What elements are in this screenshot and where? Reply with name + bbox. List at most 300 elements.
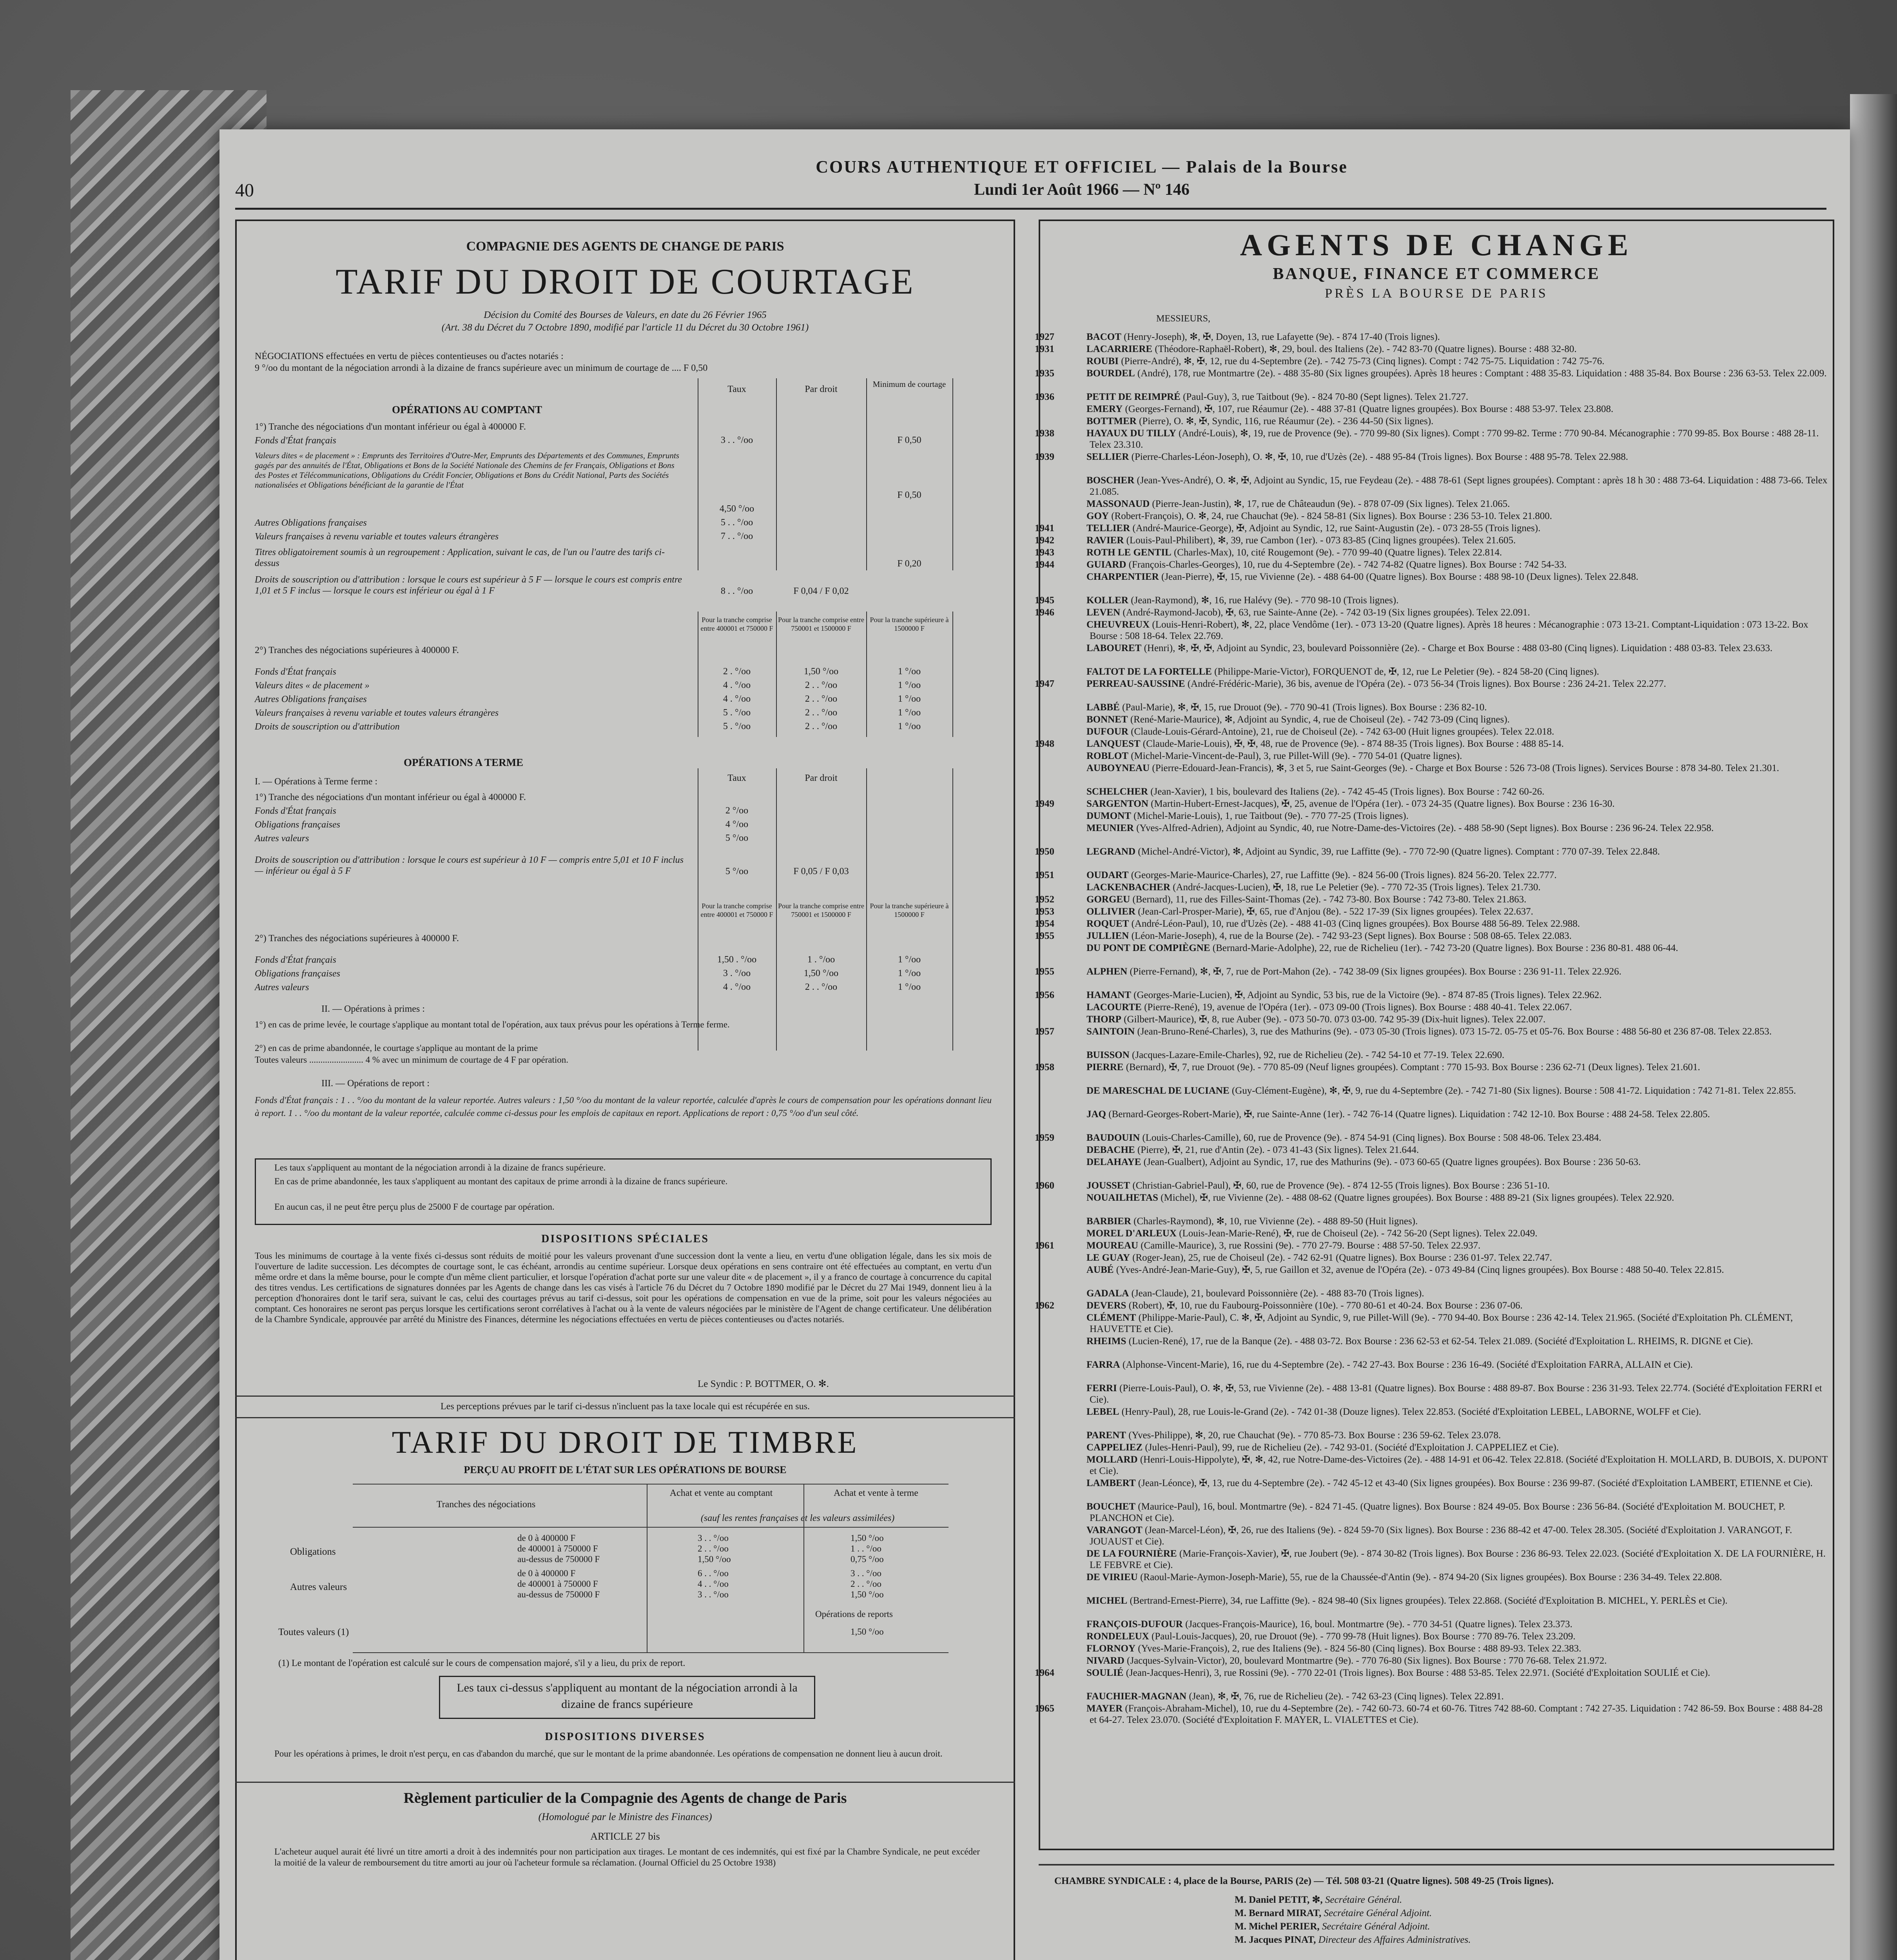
agent-name: RONDELEUX: [1086, 1631, 1149, 1642]
agent-details: (Michel-André-Victor), ✻, Adjoint au Syndic, 39, rue Laffitte (9e). - 770 72-90 (Quatre lignes). Comptant : 770 07-39. Telex 22.848.: [1135, 846, 1660, 857]
agent-entry: [1035, 918, 1830, 929]
tranche2-c: 1 °/oo: [898, 666, 921, 677]
agent-entry: [1035, 930, 1830, 942]
agent-entry: [1035, 738, 1830, 750]
agent-entry: [1035, 1240, 1830, 1251]
agent-entry: [1062, 642, 1830, 654]
agent-name: BONNET: [1086, 714, 1128, 725]
terme-c: 1 °/oo: [898, 982, 921, 992]
terme-taux: 5 °/oo: [725, 866, 749, 877]
report-title: III. — Opérations de report :: [321, 1078, 430, 1089]
section-rule: [235, 1782, 1015, 1783]
terme-row: Droits de souscription ou d'attribution : lorsque le cours est supérieur à 10 F — compris entre 5,01 et 10 F inclus — inférieur ou égal à 5 F: [255, 855, 684, 876]
agent-year: 1961: [1035, 1240, 1054, 1251]
agent-name: GUIARD: [1086, 559, 1126, 570]
agent-name: BACOT: [1086, 332, 1121, 342]
col-par-droit: Par droit: [805, 773, 838, 783]
timbre-header: Tranches des négociations: [436, 1499, 536, 1510]
agent-details: (Pierre-Edouard-Jean-Francis), ✻, 3 et 5, rue Saint-Georges (9e). - Charge et Box Bourse : 526 73-08 (Trois lignes). Services Bourse : 878 34-80. Telex 21.301.: [1150, 763, 1779, 773]
agent-name: JULLIEN: [1086, 931, 1129, 941]
agent-name: KOLLER: [1086, 595, 1128, 606]
agent-entry: [1062, 510, 1830, 522]
agent-entry: [1062, 1548, 1830, 1571]
terme-a: 3 . °/oo: [723, 968, 751, 978]
agent-name: BOURDEL: [1086, 368, 1135, 379]
messieurs: MESSIEURS,: [1156, 314, 1211, 324]
terme-par-droit: F 0,05 / F 0,03: [793, 866, 849, 877]
table-rule: [353, 1484, 948, 1485]
agent-details: (Yves-Marie-François), 2, rue des Italiens (9e). - 824 56-80 (Cinq lignes). Box Bourse : 488 89-93. Telex 22.383.: [1135, 1643, 1581, 1654]
agent-entry: [1062, 750, 1830, 762]
agent-name: FERRI: [1086, 1383, 1117, 1394]
tranche2-row: Valeurs dites « de placement »: [255, 681, 370, 691]
timbre-value: 1,50 °/oo: [851, 1533, 884, 1543]
agent-entry: [1062, 571, 1830, 583]
tranche2-a: 4 . °/oo: [723, 694, 751, 704]
agent-details: (Paul-Marie), ✻, ✠, 15, rue Drouot (9e). - 770 90-41 (Trois lignes). Box Bourse : 236 82-10.: [1119, 702, 1487, 713]
tarif-courtage-title: TARIF DU DROIT DE COURTAGE: [336, 261, 915, 301]
section-rule: [1039, 1864, 1834, 1866]
terme-tranche2-row: Fonds d'État français: [255, 955, 336, 965]
agent-year: 1965: [1035, 1703, 1054, 1714]
agent-name: LACKENBACHER: [1086, 882, 1170, 893]
agent-name: RHEIMS: [1086, 1336, 1126, 1347]
agent-year: 1935: [1035, 368, 1054, 379]
agent-year: 1957: [1035, 1026, 1054, 1037]
agent-entry: [1062, 1252, 1830, 1263]
agent-year: 1950: [1035, 846, 1054, 857]
agent-name: MOUREAU: [1086, 1240, 1138, 1251]
speciales-text: Tous les minimums de courtage à la vente fixés ci-dessus sont réduits de moitié pour les valeurs provenant d'une succession dont la vente a lieu, en vertu d'une obligation légale, dans les six mois de l'ouverture de ladite succession. Les décomptes de courtage sont, le cas échéant, arrondis au centime supérieur. Lorsque deux opérations en sens contraire ont été effectuées au comptant, en vertu d'un même ordre et dans la même bourse, pour le compte d'un même client particulier, et lorsque l'opération d'achat porte sur une valeur dite « de placement », il y a franco de courtage à concurrence du capital des titres vendus. Les certifications de signatures données par les Agents de change dans les cas visés à l'article 76 du Décret du 7 Octobre 1890 modifié par le Décret du 27 Mai 1949, donnent lieu à la perception d'honoraires dont le tarif sera, suivant le cas, celui des courtages prévus au tarif ci-dessus, soit pour les opérations de compensation en vue de la prime, soit pour les valeurs négociées au comptant. Ces honoraires ne seront pas perçus lorsque les certifications seront corrélatives à l'achat ou à la vente de valeurs négociées par le ministère de l'Agent de change certificateur. Une délibération de la Chambre Syndicale, approuvée par arrêté du Ministre des Finances, détermine les négociations effectuées en vertu de pièces contentieuses ou d'actes notariés.: [255, 1251, 992, 1324]
negociations-detail: 9 °/oo du montant de la négociation arrondi à la dizaine de francs supérieure avec un minimum de courtage de .... F 0,50: [255, 363, 708, 373]
agent-name: LE GUAY: [1086, 1252, 1130, 1263]
agent-entry: [1062, 1572, 1830, 1583]
agent-name: JOUSSET: [1086, 1180, 1130, 1191]
agent-entry: [1062, 416, 1830, 427]
agent-entry: [1062, 822, 1830, 834]
agent-details: (Christian-Gabriel-Paul), ✠, 60, rue de Provence (9e). - 874 12-55 (Trois lignes). Box Bourse : 236 51-10.: [1130, 1180, 1550, 1191]
agent-name: GADALA: [1086, 1288, 1129, 1299]
timbre-value: 3 . . °/oo: [851, 1568, 881, 1578]
newspaper-page: [219, 129, 1850, 1960]
tranche2-b: 1,50 °/oo: [803, 666, 839, 677]
agent-entry: [1035, 607, 1830, 618]
tranche2-c: 1 °/oo: [898, 680, 921, 690]
comptant-min: F 0,50: [897, 435, 921, 445]
agent-name: NOUAILHETAS: [1086, 1192, 1158, 1203]
agent-details: (Pierre-Louis-Paul), O. ✻, ✠, 53, rue Vivienne (2e). - 488 13-81 (Quatre lignes). Box Bourse : 488 89-87. Box Bourse : 236 31-93. Telex 22.774. (Société d'Exploitation FERRI et Cie).: [1090, 1383, 1822, 1405]
agent-entry: [1035, 678, 1830, 690]
timbre-tranche-item: de 0 à 400000 F: [517, 1533, 576, 1543]
agent-details: (Jean-Claude), 21, boulevard Poissonnière (2e). - 488 83-70 (Trois lignes).: [1129, 1288, 1424, 1299]
comptant-row: Valeurs dites « de placement » : Emprunts des Territoires d'Outre-Mer, Emprunts des Départements et des Communes, Emprunts gagés par des annuités de l'État, Obligations et Bons de la Société Nationale des Chemins de fer Français, Obligations et Bons des Postes et Télécommunications, Obligations du Crédit Foncier, Obligations et Bons du Crédit National, Parts des Sociétés nationalisées et Obligations bénéficiant de la garantie de l'État: [255, 451, 679, 490]
agent-name: DE VIRIEU: [1086, 1572, 1138, 1583]
agent-details: (Claude-Louis-Gérard-Antoine), 21, rue de Choiseul (2e). - 742 63-00 (Huit lignes groupées). Telex 22.018.: [1128, 726, 1554, 737]
agent-details: (Michel-Marie-Louis), 1, rue Taitbout (9e). - 770 77-25 (Trois lignes).: [1131, 811, 1409, 821]
agent-details: (Guy-Clément-Eugène), ✻, ✠, 9, rue du 4-Septembre (2e). - 742 71-80 (Six lignes). Bourse : 508 41-72. Liquidation : 742 71-81. Telex 22.855.: [1229, 1085, 1796, 1096]
table-rule: [803, 1484, 804, 1652]
agent-entry: [1062, 1049, 1830, 1061]
timbre-reports-label: Opérations de reports: [815, 1609, 893, 1619]
timbre-note: (sauf les rentes françaises et les valeurs assimilées): [700, 1513, 895, 1523]
agent-entry: [1062, 1014, 1830, 1025]
primes-3: Toutes valeurs ........................ 4 % avec un minimum de courtage de 4 F par opération.: [255, 1055, 569, 1065]
agent-name: CHEUVREUX: [1086, 619, 1150, 630]
agent-name: CLÉMENT: [1086, 1312, 1136, 1323]
agent-year: 1941: [1035, 523, 1054, 534]
agent-year: 1927: [1035, 332, 1054, 342]
agent-details: (Yves-Philippe), ✻, 20, rue Chauchat (9e). - 770 85-73. Box Bourse : 236 59-62. Telex 23.078.: [1126, 1430, 1501, 1441]
terme-c: 1 °/oo: [898, 955, 921, 965]
comptant-taux: 5 . . °/oo: [720, 517, 753, 528]
agent-name: DU PONT DE COMPIÈGNE: [1086, 943, 1210, 953]
agent-entry: [1035, 391, 1830, 403]
tranche2-c: 1 °/oo: [898, 721, 921, 731]
primes-title: II. — Opérations à primes :: [321, 1004, 425, 1014]
terme-c: 1 °/oo: [898, 968, 921, 978]
agent-year: 1954: [1035, 918, 1054, 929]
agent-details: (Raoul-Marie-Aymon-Joseph-Marie), 55, rue de la Chaussée-d'Antin (9e). - 874 94-20 (Six lignes groupées). Box Bourse : 236 34-49. Telex 22.808.: [1137, 1572, 1722, 1583]
agent-year: 1953: [1035, 906, 1054, 917]
agent-year: 1956: [1035, 990, 1054, 1000]
chambre-staff: [1235, 1893, 1471, 1947]
agent-entry: [1062, 1442, 1830, 1453]
agent-details: (Michel-Marie-Vincent-de-Paul), 3, rue Pillet-Will (9e). - 770 54-01 (Quatre lignes).: [1128, 751, 1462, 761]
agent-entry: [1062, 1477, 1830, 1489]
agent-name: ROQUET: [1086, 918, 1129, 929]
agent-details: (Jean-Bruno-René-Charles), 3, rue des Mathurins (9e). - 073 05-30 (Trois lignes). 073 15-72. 05-75 et 05-76. Box Bourse : 488 56-80 et 236 87-08. Telex 22.853.: [1135, 1026, 1772, 1037]
agent-name: MOLLARD: [1086, 1454, 1138, 1465]
timbre-value: 2 . . °/oo: [698, 1544, 729, 1553]
terme-tranche2-label: 2°) Tranches des négociations supérieures à 400000 F.: [255, 933, 459, 944]
section-rule: [235, 1417, 1015, 1418]
agent-name: LEVEN: [1086, 607, 1121, 618]
agent-name: SCHELCHER: [1086, 786, 1148, 797]
timbre-header: Achat et vente au comptant: [669, 1488, 773, 1498]
agent-name: MICHEL: [1086, 1595, 1128, 1606]
agent-details: (Jean-Carl-Prosper-Marie), ✠, 65, rue d'Anjou (8e). - 522 17-39 (Six lignes groupées). Telex 22.637.: [1135, 906, 1533, 917]
tarif-column: [235, 220, 1015, 1960]
agent-name: MASSONAUD: [1086, 499, 1150, 509]
tranche2-c: 1 °/oo: [898, 708, 921, 718]
timbre-terme: [851, 1568, 884, 1600]
agent-name: HAYAUX DU TILLY: [1086, 428, 1176, 439]
agent-year: 1943: [1035, 547, 1054, 558]
agent-year: 1938: [1035, 428, 1054, 439]
agent-entry: [1035, 1300, 1830, 1311]
terme-taux: 4 °/oo: [725, 819, 749, 829]
terme-a: 1,50 . °/oo: [717, 955, 757, 965]
agent-details: (Pierre-Fernand), ✻, ✠, 7, rue de Port-Mahon (2e). - 742 38-09 (Six lignes groupées). Box Bourse : 236 91-11. Telex 22.926.: [1127, 966, 1621, 977]
agent-entry: [1035, 1180, 1830, 1191]
comptant-title: OPÉRATIONS AU COMPTANT: [392, 404, 542, 416]
table-rule: [353, 1652, 948, 1653]
agent-entry: [1035, 368, 1830, 379]
table-rule: [866, 612, 867, 737]
agents-subtitle-2: PRÈS LA BOURSE DE PARIS: [1325, 286, 1548, 301]
agent-entry: [1062, 714, 1830, 725]
agent-year: 1942: [1035, 535, 1054, 546]
agent-name: DEBACHE: [1086, 1145, 1135, 1155]
comptant-taux: 7 . . °/oo: [720, 531, 753, 541]
agent-name: OUDART: [1086, 870, 1129, 880]
agent-entry: [1035, 559, 1830, 570]
agent-details: (Paul-Louis-Jacques), 20, rue Drouot (9e). - 770 99-78 (Huit lignes). Box Bourse : 770 89-76. Telex 23.209.: [1149, 1631, 1576, 1642]
timbre-value: 3 . . °/oo: [698, 1590, 729, 1599]
tranche2-b: 2 . . °/oo: [805, 708, 838, 718]
agent-name: VARANGOT: [1086, 1525, 1143, 1535]
agent-entry: [1062, 786, 1830, 797]
agent-entry: [1035, 1062, 1830, 1073]
timbre-terme: [851, 1533, 884, 1564]
agent-entry: [1035, 1132, 1830, 1143]
timbre-tranche-item: au-dessus de 750000 F: [517, 1554, 600, 1564]
agent-name: SAINTOIN: [1086, 1026, 1135, 1037]
decision-line-1: Décision du Comité des Bourses de Valeurs, en date du 26 Février 1965: [484, 310, 767, 320]
agent-details: (Théodore-Raphaël-Robert), ✻, 29, boul. des Italiens (2e). - 742 83-70 (Quatre lignes). Bourse : 488 32-80.: [1152, 344, 1577, 354]
agent-details: (Pierre-André), ✻, ✠, 12, rue du 4-Septembre (2e). - 742 75-73 (Cinq lignes). Compt : 742 75-75. Liquidation : 742 75-76.: [1118, 356, 1605, 367]
agent-name: HAMANT: [1086, 990, 1131, 1000]
tranche2-a: 2 . °/oo: [723, 666, 751, 677]
agent-entry: [1062, 666, 1830, 677]
comptant-row: Fonds d'État français: [255, 436, 336, 446]
agent-entry: [1035, 428, 1830, 450]
agent-details: (Pierre-Charles-Léon-Joseph), O. ✻, ✠, 10, rue d'Uzès (2e). - 488 95-84 (Trois lignes). Box Bourse : 488 95-78. Telex 22.988.: [1129, 452, 1628, 462]
terme-sub1: I. — Opérations à Terme ferme :: [255, 777, 378, 787]
agent-details: (André-Raymond-Jacob), ✠, 63, rue Sainte-Anne (2e). - 742 03-19 (Six lignes groupées). Telex 22.091.: [1120, 607, 1530, 618]
tranche2-a: 5 . °/oo: [723, 708, 751, 718]
agent-entry: [1062, 942, 1830, 954]
diverses-text: Pour les opérations à primes, le droit n'est perçu, en cas d'abandon du marché, que sur le montant de la prime abandonnée. Les opérations de compensation ne donnent lieu à aucun droit.: [274, 1749, 943, 1759]
boxed-note-1: Les taux s'appliquent au montant de la négociation arrondi à la dizaine de francs supérieure.: [274, 1163, 606, 1172]
timbre-toutes: Toutes valeurs (1): [278, 1627, 349, 1637]
tranche-header: Pour la tranche supérieure à 1500000 F: [870, 616, 949, 632]
agent-entry: [1035, 894, 1830, 905]
agent-details: (Jean-Yves-André), O. ✻, ✠, Adjoint au Syndic, 15, rue Feydeau (2e). - 488 78-61 (Sept lignes groupées). Comptant : après 18 h 30 : 488 73-64. Liquidation : 488 73-66. Telex 21.085.: [1090, 475, 1828, 497]
timbre-row-label: Autres valeurs: [290, 1582, 347, 1592]
agent-entry: [1035, 869, 1830, 881]
terme-taux: 5 °/oo: [725, 833, 749, 843]
header-rule: [235, 208, 1826, 210]
article-title: ARTICLE 27 bis: [590, 1831, 660, 1842]
terme-row: Obligations françaises: [255, 820, 341, 830]
terme-b: 1 . °/oo: [807, 955, 835, 965]
agent-entry: [1035, 451, 1830, 463]
agent-details: (François-Abraham-Michel), 10, rue du 4-Septembre (2e). - 742 60-73. 60-74 et 60-76. Titres 742 88-60. Comptant : 742 27-35. Liquidation : 742 86-59. Box Bourse : 488 84-28 et 64-27. Telex 23.070. (Société d'Exploitation F. MAYER, L. VIALETTES et Cie).: [1090, 1703, 1823, 1725]
agent-name: OLLIVIER: [1086, 906, 1136, 917]
table-rule: [353, 1527, 948, 1528]
timbre-subtitle: PERÇU AU PROFIT DE L'ÉTAT SUR LES OPÉRATIONS DE BOURSE: [464, 1464, 787, 1475]
agent-entry: [1035, 989, 1830, 1001]
company-name: COMPAGNIE DES AGENTS DE CHANGE DE PARIS: [466, 239, 784, 254]
agent-entry: [1035, 1667, 1830, 1679]
table-rule: [952, 378, 953, 570]
agent-name: ROUBI: [1086, 356, 1119, 367]
tranche-header: Pour la tranche supérieure à 1500000 F: [870, 902, 949, 918]
agent-details: (Philippe-Marie-Victor), FORQUENOT de, ✠, 12, rue Le Peletier (9e). - 824 58-20 (Cinq lignes).: [1211, 666, 1600, 677]
timbre-header: Achat et vente à terme: [834, 1488, 918, 1498]
agent-details: (André), 178, rue Montmartre (2e). - 488 35-80 (Six lignes groupées). Après 18 heures : Comptant : 488 35-83. Liquidation : 488 35-84. Box Bourse : 236 63-53. Telex 22.009.: [1135, 368, 1827, 379]
agent-entry: [1062, 810, 1830, 822]
tranche2-label: 2°) Tranches des négociations supérieures à 400000 F.: [255, 645, 459, 655]
agent-details: (Jacques-François-Maurice), 16, boul. Montmartre (9e). - 770 34-51 (Quatre lignes). Telex 23.373.: [1182, 1619, 1572, 1630]
agent-name: ALPHEN: [1086, 966, 1128, 977]
agent-details: (Paul-Guy), 3, rue Taitbout (9e). - 824 70-80 (Sept lignes). Telex 21.727.: [1180, 392, 1469, 402]
agent-entry: [1035, 547, 1830, 558]
timbre-comptant: [698, 1568, 729, 1600]
agent-entry: [1062, 726, 1830, 737]
staff-name: M. Michel PERIER,: [1235, 1921, 1320, 1932]
tranche2-b: 2 . . °/oo: [805, 721, 838, 731]
agent-details: (Camille-Maurice), 3, rue Rossini (9e). - 770 27-79. Bourse : 488 57-50. Telex 22.937.: [1138, 1240, 1481, 1251]
reglement-title: Règlement particulier de la Compagnie des Agents de change de Paris: [403, 1790, 847, 1806]
agent-entry: [1035, 331, 1830, 343]
terme-a: 4 . °/oo: [723, 982, 751, 992]
agent-details: (Jacques-Sylvain-Victor), 20, boulevard Montmartre (9e). - 770 76-80 (Six lignes). Box Bourse : 770 76-68. Telex 21.972.: [1124, 1655, 1607, 1666]
agent-name: LABBÉ: [1086, 702, 1120, 713]
comptant-par-droit: F 0,04 / F 0,02: [793, 586, 849, 596]
agent-details: (Pierre), ✠, 21, rue d'Antin (2e). - 073 41-43 (Six lignes). Telex 21.644.: [1135, 1145, 1419, 1155]
agent-entry: [1062, 1192, 1830, 1203]
agent-year: 1931: [1035, 344, 1054, 354]
tranche2-row: Valeurs françaises à revenu variable et toutes valeurs étrangères: [255, 708, 499, 718]
agent-entry: [1062, 1359, 1830, 1370]
tranche-header: Pour la tranche comprise entre 750001 et 1500000 F: [778, 616, 864, 632]
agent-name: LEGRAND: [1086, 846, 1136, 857]
agent-year: 1955: [1035, 931, 1054, 941]
terme-row: Autres valeurs: [255, 833, 309, 844]
agent-details: (André-Jacques-Lucien), ✠, 18, rue Le Peletier (9e). - 770 72-35 (Trois lignes). Telex 21.730.: [1170, 882, 1541, 893]
timbre-toutes-value: 1,50 °/oo: [851, 1627, 884, 1637]
agent-details: (Henri-Louis-Hippolyte), ✠, ✻, 42, rue Notre-Dame-des-Victoires (2e). - 488 14-91 et 06-42. Telex 22.818. (Société d'Exploitation H. MOLLARD, B. DUBOIS, X. DUPONT et Cie).: [1090, 1454, 1828, 1476]
timbre-comptant: [698, 1533, 731, 1564]
agent-details: (Bernard-Georges-Robert-Marie), ✠, rue Sainte-Anne (1er). - 742 76-14 (Quatre lignes). Liquidation : 742 12-10. Box Bourse : 488 24-58. Telex 22.805.: [1106, 1109, 1710, 1120]
agent-details: (Robert), ✠, 10, rue du Faubourg-Poissonnière (10e). - 770 80-61 et 40-24. Box Bourse : 236 07-06.: [1126, 1300, 1523, 1311]
syndic-signature: Le Syndic : P. BOTTMER, O. ✻.: [698, 1379, 829, 1389]
agent-details: (Jean-Léonce), ✠, 13, rue du 4-Septembre (2e). - 742 45-12 et 43-40 (Six lignes groupées). Box Bourse : 236 99-87. (Société d'Exploitation LAMBERT, ETIENNE et Cie).: [1135, 1478, 1813, 1488]
table-rule: [952, 612, 953, 737]
agents-column: [1035, 220, 1834, 1960]
agent-name: LACOURTE: [1086, 1002, 1142, 1013]
timbre-value: 4 . . °/oo: [698, 1579, 729, 1589]
agent-details: (Michel), ✠, rue Vivienne (2e). - 488 08-62 (Quatre lignes groupées). Box Bourse : 488 89-21 (Six lignes groupées). Telex 22.920.: [1158, 1192, 1674, 1203]
agent-name: DE LA FOURNIÈRE: [1086, 1548, 1177, 1559]
timbre-tranche-item: au-dessus de 750000 F: [517, 1590, 600, 1599]
timbre-value: 2 . . °/oo: [851, 1579, 881, 1589]
decision-line-2: (Art. 38 du Décret du 7 Octobre 1890, modifié par l'article 11 du Décret du 30 Octobre 1961): [441, 322, 809, 333]
agent-details: (Jean), ✻, ✠, 76, rue de Richelieu (2e). - 742 63-23 (Cinq lignes). Telex 22.891.: [1186, 1691, 1504, 1702]
agent-entry: [1062, 1501, 1830, 1524]
comptant-row: Titres obligatoirement soumis à un regroupement : Application, suivant le cas, de l'un ou l'autre des tarifs ci-dessus: [255, 547, 665, 568]
agent-name: PERREAU-SAUSSINE: [1086, 679, 1185, 689]
agent-entry: [1062, 1430, 1830, 1441]
agents-title: AGENTS DE CHANGE: [1240, 228, 1633, 262]
terme-row: 1°) Tranche des négociations d'un montant inférieur ou égal à 400000 F.: [255, 792, 526, 802]
agent-entry: [1062, 1312, 1830, 1335]
agent-entry: [1062, 356, 1830, 367]
agent-entry: [1062, 403, 1830, 415]
agent-entry: [1062, 1383, 1830, 1405]
agent-details: (Louis-Paul-Philibert), ✻, 39, rue Cambon (1er). - 073 83-85 (Cinq lignes groupées). Telex 21.605.: [1124, 535, 1516, 546]
agent-entry: [1062, 1109, 1830, 1120]
agent-name: BOUCHET: [1086, 1501, 1136, 1512]
agent-details: (Marie-François-Xavier), ✠, rue Joubert (9e). - 874 30-82 (Trois lignes). Box Bourse : 236 86-93. Telex 22.023. (Société d'Exploitation X. DE LA FOURNIÈRE, H. LE FEBVRE et Cie).: [1090, 1548, 1826, 1570]
agent-name: LACARRIERE: [1086, 344, 1153, 354]
agent-name: FAUCHIER-MAGNAN: [1086, 1691, 1187, 1702]
agent-name: BAUDOUIN: [1086, 1132, 1140, 1143]
agent-name: BOTTMER: [1086, 416, 1137, 426]
staff-name: M. Bernard MIRAT,: [1235, 1908, 1322, 1918]
agent-name: SARGENTON: [1086, 799, 1148, 809]
agent-name: AUBÉ: [1086, 1265, 1114, 1275]
tranche2-a: 5 . °/oo: [723, 721, 751, 731]
agent-year: 1951: [1035, 870, 1054, 880]
agent-name: DUFOUR: [1086, 726, 1128, 737]
agent-details: (Jean-Pierre), ✠, 15, rue Vivienne (2e). - 488 64-00 (Quatre lignes). Box Bourse : 488 98-10 (Deux lignes). Telex 22.848.: [1159, 572, 1639, 582]
agent-name: TELLIER: [1086, 523, 1130, 534]
agents-subtitle-1: BANQUE, FINANCE ET COMMERCE: [1273, 265, 1600, 283]
agent-name: MOREL D'ARLEUX: [1086, 1228, 1177, 1239]
speciales-title: DISPOSITIONS SPÉCIALES: [541, 1233, 709, 1245]
agent-details: (Claude-Marie-Louis), ✠, ✠, 48, rue de Provence (9e). - 874 88-35 (Trois lignes). Box Bourse : 488 85-14.: [1140, 739, 1564, 749]
agent-details: (Robert-François), O. ✻, 24, rue Chauchat (9e). - 824 58-81 (Six lignes). Box Bourse : 236 53-10. Telex 21.800.: [1108, 511, 1552, 521]
agent-entry: [1062, 1085, 1830, 1096]
agent-name: BARBIER: [1086, 1216, 1131, 1227]
agent-details: (Henri), ✻, ✠, ✠, Adjoint au Syndic, 23, boulevard Poissonnière (2e). - Charge et Box Bourse : 488 03-80 (Cinq lignes). Liquidation : 488 03-83. Telex 23.633.: [1141, 643, 1773, 653]
agent-name: FALTOT DE LA FORTELLE: [1086, 666, 1212, 677]
agent-name: LABOURET: [1086, 643, 1142, 653]
agent-name: ROBLOT: [1086, 751, 1128, 761]
agent-details: (Bernard-Marie-Adolphe), 22, rue de Richelieu (1er). - 742 73-20 (Quatre lignes). Box Bourse : 236 80-81. 488 06-44.: [1210, 943, 1678, 953]
agent-year: 1949: [1035, 799, 1054, 809]
comptant-row: Autres Obligations françaises: [255, 518, 367, 528]
agent-entry: [1062, 619, 1830, 642]
agent-entry: [1035, 906, 1830, 917]
agent-entry: [1062, 1643, 1830, 1654]
tranche2-c: 1 °/oo: [898, 694, 921, 704]
timbre-tranche: [517, 1533, 600, 1564]
agent-entry: [1062, 1631, 1830, 1642]
agent-details: (Pierre-René), 19, avenue de l'Opéra (1er). - 073 09-00 (Trois lignes). Box Bourse : 488 40-41. Telex 22.067.: [1141, 1002, 1572, 1013]
agent-entry: [1062, 1216, 1830, 1227]
agent-year: 1964: [1035, 1668, 1054, 1678]
agent-details: (Lucien-René), 17, rue de la Banque (2e). - 488 03-72. Box Bourse : 236 62-53 et 62-54. Telex 21.089. (Société d'Exploitation L. RHEIMS, R. DIGNE et Cie).: [1126, 1336, 1753, 1347]
agent-entry: [1035, 966, 1830, 977]
agent-details: (René-Marie-Maurice), ✻, Adjoint au Syndic, 4, rue de Choiseul (2e). - 742 73-09 (Cinq lignes).: [1128, 714, 1510, 725]
staff-role: Directeur des Affaires Administratives.: [1318, 1935, 1471, 1945]
timbre-tranche-item: de 400001 à 750000 F: [517, 1579, 598, 1589]
timbre-tranche-item: de 0 à 400000 F: [517, 1568, 576, 1578]
col-minimum: Minimum de courtage: [872, 379, 946, 389]
primes-2: 2°) en cas de prime abandonnée, le courtage s'applique au montant de la prime: [255, 1043, 538, 1053]
agent-details: (Martin-Hubert-Ernest-Jacques), ✠, 25, avenue de l'Opéra (1er). - 073 24-35 (Quatre lignes). Box Bourse : 236 16-30.: [1148, 799, 1615, 809]
agent-details: (Bertrand-Ernest-Pierre), 34, rue Laffitte (9e). - 824 98-40 (Six lignes groupées). Telex 22.868. (Société d'Exploitation B. MICHEL, Y. PERLÈS et Cie).: [1127, 1595, 1728, 1606]
staff-name: M. Jacques PINAT,: [1235, 1935, 1316, 1945]
page-number: 40: [235, 180, 254, 201]
terme-tranche2-row: Autres valeurs: [255, 982, 309, 993]
agent-name: FARRA: [1086, 1359, 1120, 1370]
comptant-row: Droits de souscription ou d'attribution : lorsque le cours est supérieur à 5 F — lorsque le cours est compris entre 1,01 et 5 F inclus — lorsque le cours est inférieur ou égal à 1 F: [255, 575, 682, 596]
article-text: L'acheteur auquel aurait été livré un titre amorti a droit à des indemnités pour non participation aux tirages. Le montant de ces indemnités, qui est fixé par la Chambre Syndicale, ne peut excéder la moitié de la valeur de remboursement du titre amorti au jour où l'acheteur formule sa réclamation. (Journal Officiel du 25 Octobre 1938): [274, 1847, 980, 1867]
agent-details: (Louis-Jean-Marie-René), ✠, rue de Choiseul (2e). - 742 56-20 (Sept lignes). Telex 22.049.: [1176, 1228, 1538, 1239]
timbre-value: 1,50 °/oo: [851, 1590, 884, 1599]
agent-year: 1962: [1035, 1300, 1054, 1311]
agent-details: (Jean-Gualbert), Adjoint au Syndic, 17, rue des Mathurins (9e). - 073 60-65 (Quatre lignes groupées). Box Bourse : 236 50-63.: [1141, 1157, 1641, 1167]
agent-entry: [1062, 1002, 1830, 1013]
agent-name: GORGEU: [1086, 894, 1130, 905]
diverses-title: DISPOSITIONS DIVERSES: [545, 1731, 705, 1743]
agent-name: PIERRE: [1086, 1062, 1124, 1073]
